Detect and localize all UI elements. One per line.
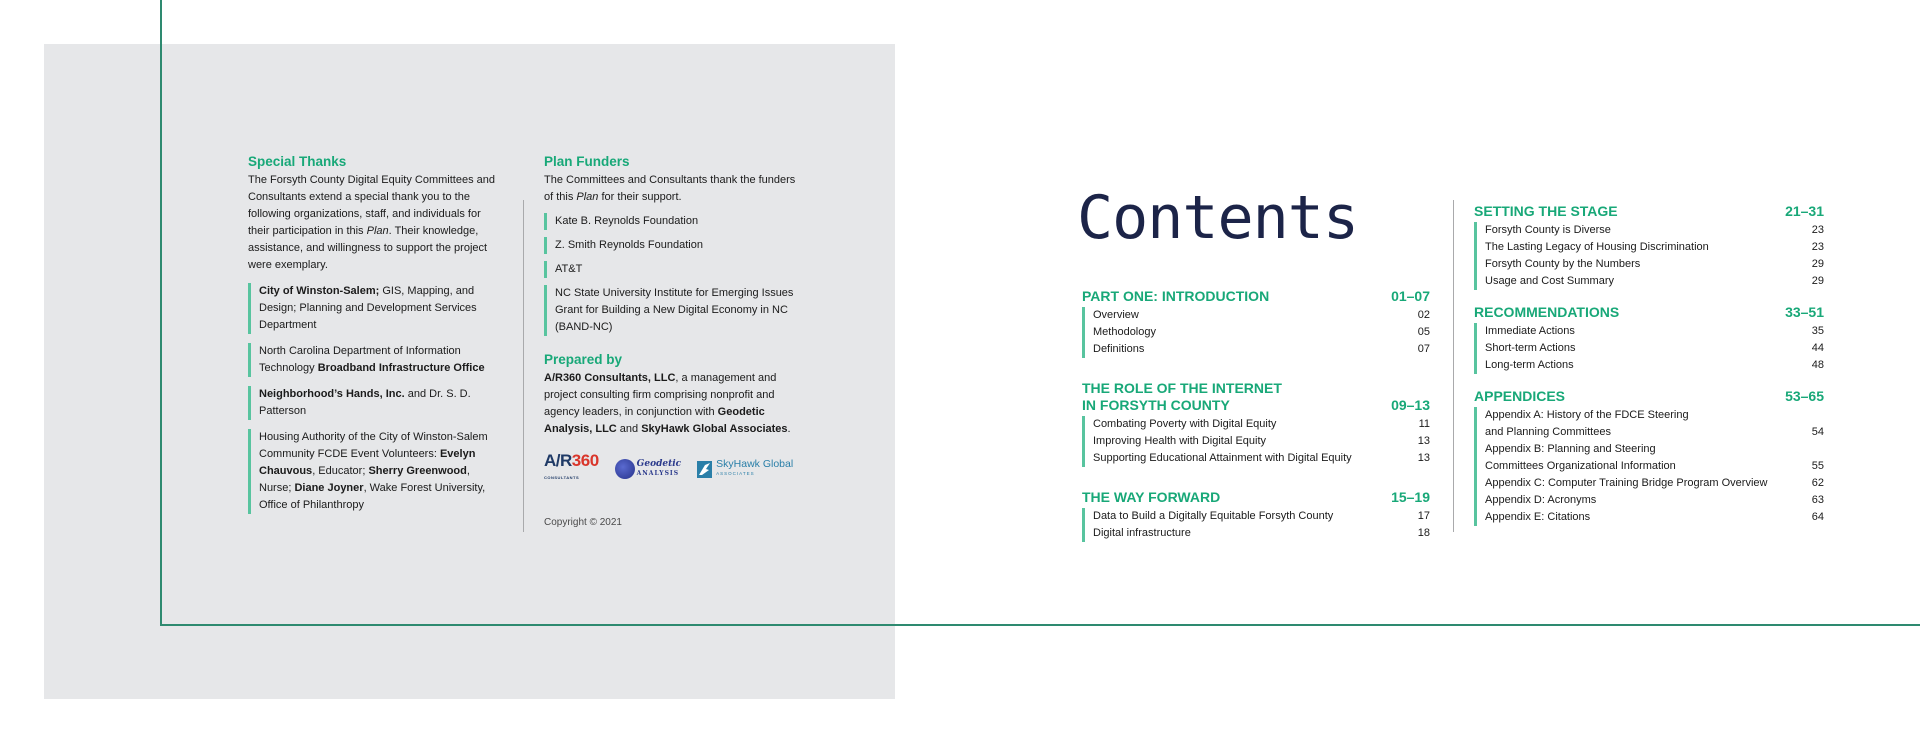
contents-title: Contents: [1077, 183, 1358, 253]
toc-section-heading[interactable]: [1474, 388, 1824, 405]
thanks-org-detail: Housing Authority of the City of Winston-Salem Community FCDE Event Volunteers:: [259, 431, 488, 460]
toc-section: [1082, 380, 1430, 467]
toc-section-title: [1474, 203, 1618, 220]
toc-entry-page: 13: [1417, 435, 1430, 447]
thanks-item: [248, 283, 498, 334]
toc-column-divider: [1453, 200, 1454, 532]
toc-entry-list: [1082, 307, 1430, 358]
toc-entry-page: 02: [1417, 309, 1430, 321]
thanks-org-detail: North Carolina Department of Information Technology: [259, 345, 461, 374]
geodetic-logo: [615, 459, 682, 479]
thanks-org-name: Neighborhood’s Hands, Inc.: [259, 388, 405, 400]
toc-entry-label: Definitions: [1093, 343, 1145, 355]
toc-entry-page: 54: [1811, 426, 1824, 438]
copyright: Copyright © 2021: [544, 517, 622, 528]
toc-entry-page: 48: [1811, 359, 1824, 371]
toc-entry-label: Appendix B: Planning and Steering Committees Organizational Information: [1485, 443, 1676, 472]
skyhawk-logo: [697, 459, 793, 479]
volunteer-name: Sherry Greenwood: [368, 465, 467, 477]
volunteer-name: Diane Joyner: [294, 482, 364, 494]
toc-entry-page: 29: [1811, 275, 1824, 287]
intro-text-end: . Their knowledge, assistance, and willingness to support the project were exemplary.: [248, 225, 488, 271]
toc-entry-label: Appendix D: Acronyms: [1485, 494, 1597, 506]
toc-entry-page: 63: [1811, 494, 1824, 506]
toc-entry[interactable]: [1485, 492, 1824, 509]
toc-entry-label: Forsyth County by the Numbers: [1485, 258, 1641, 270]
volunteer-role: , Nurse;: [259, 465, 470, 494]
toc-entry-label: Appendix A: History of the FDCE Steering and Planning Committees: [1485, 409, 1689, 438]
geodetic-logo-name: Geodetic: [636, 459, 682, 469]
toc-section-title-line: IN FORSYTH COUNTY: [1082, 397, 1230, 413]
toc-section: [1082, 489, 1430, 542]
toc-entry-page: 55: [1811, 460, 1824, 472]
toc-section-page-range: 33–51: [1785, 304, 1824, 320]
toc-section-heading[interactable]: [1474, 304, 1824, 321]
volunteer-name: Evelyn Chauvous: [259, 448, 476, 477]
toc-section-page-range: 09–13: [1391, 397, 1430, 413]
toc-entry-page: 17: [1417, 510, 1430, 522]
hawk-icon: [697, 461, 712, 478]
toc-entry-list: [1082, 508, 1430, 542]
toc-section-heading[interactable]: [1082, 288, 1430, 305]
plan-funders-intro: [544, 172, 804, 206]
intro-plan: Plan: [576, 191, 599, 203]
toc-entry-label: Immediate Actions: [1485, 325, 1575, 337]
toc-section-page-range: 21–31: [1785, 203, 1824, 219]
toc-section-title-line: THE ROLE OF THE INTERNET: [1082, 380, 1282, 396]
prepared-by-heading: Prepared by: [544, 352, 623, 367]
funder-item: Kate B. Reynolds Foundation: [544, 213, 804, 230]
toc-entry-page: 35: [1811, 325, 1824, 337]
toc-entry-label: Overview: [1093, 309, 1139, 321]
ar360-logo: [544, 452, 599, 486]
toc-section-page-range: 15–19: [1391, 489, 1430, 505]
toc-section-title: [1082, 288, 1269, 305]
toc-entry-label: Data to Build a Digitally Equitable Forsyth County: [1093, 510, 1334, 522]
volunteer-role: , Wake Forest University, Office of Philanthropy: [259, 482, 486, 511]
toc-entry-page: 05: [1417, 326, 1430, 338]
thanks-org-detail: and Dr. S. D. Patterson: [259, 388, 471, 417]
plan-funders-heading: Plan Funders: [544, 154, 630, 169]
geodetic-logo-text: [637, 460, 682, 478]
ar360-logo-number: 360: [571, 451, 599, 470]
column-divider: [523, 200, 524, 532]
toc-entry[interactable]: [1485, 340, 1824, 357]
toc-entry[interactable]: [1485, 222, 1824, 239]
toc-entry[interactable]: [1485, 256, 1824, 273]
firm-detail: , a management and project consulting firm comprising nonprofit and agency leaders, in conjunction with: [544, 372, 777, 418]
frame-line-horizontal: [160, 624, 1920, 626]
toc-entry[interactable]: [1485, 323, 1824, 340]
toc-section-heading[interactable]: [1474, 203, 1824, 220]
geodetic-logo-sub: ANALYSIS: [636, 470, 680, 477]
toc-entry-list: [1474, 222, 1824, 290]
toc-entry-label: Combating Poverty with Digital Equity: [1093, 418, 1277, 430]
toc-entry-label: Appendix E: Citations: [1485, 511, 1591, 523]
toc-section: [1474, 203, 1824, 290]
intro-plan: Plan: [366, 225, 389, 237]
firm-detail: and: [616, 423, 642, 435]
toc-entry-label: Usage and Cost Summary: [1485, 275, 1614, 287]
funder-item: Z. Smith Reynolds Foundation: [544, 237, 804, 254]
toc-entry-label: Short-term Actions: [1485, 342, 1576, 354]
frame-line-vertical: [160, 0, 162, 626]
toc-entry[interactable]: [1093, 307, 1430, 324]
toc-section-page-range: 53–65: [1785, 388, 1824, 404]
intro-text: The Committees and Consultants thank the funders of this: [544, 174, 796, 203]
firm-detail: .: [787, 423, 791, 435]
toc-section-title-line: SETTING THE STAGE: [1474, 203, 1618, 219]
toc-entry[interactable]: [1093, 324, 1430, 341]
toc-entry[interactable]: [1093, 508, 1430, 525]
toc-entry-page: 62: [1811, 477, 1824, 489]
funder-item: AT&T: [544, 261, 804, 278]
toc-entry-page: 11: [1418, 418, 1430, 430]
toc-section-title: [1474, 388, 1565, 405]
toc-entry[interactable]: [1485, 357, 1824, 374]
toc-section-title-line: PART ONE: INTRODUCTION: [1082, 288, 1270, 304]
special-thanks-heading: Special Thanks: [248, 154, 347, 169]
toc-section-title: [1474, 304, 1619, 321]
toc-entry[interactable]: [1093, 525, 1430, 542]
toc-entry-label: Digital infrastructure: [1093, 527, 1191, 539]
toc-section: [1474, 388, 1824, 526]
toc-entry-page: 64: [1811, 511, 1824, 523]
skyhawk-logo-sub: ASSOCIATES: [716, 471, 755, 476]
toc-section-page-range: 01–07: [1391, 288, 1430, 304]
toc-entry[interactable]: [1485, 509, 1824, 526]
firm-name: A/R360 Consultants, LLC: [544, 372, 676, 384]
toc-section-title: [1082, 489, 1220, 506]
funders-column: [544, 154, 804, 486]
toc-entry-page: 44: [1811, 342, 1824, 354]
toc-section: [1474, 304, 1824, 374]
intro-text-end: for their support.: [598, 191, 682, 203]
toc-entry-list: [1474, 407, 1824, 526]
firm-name: Geodetic Analysis, LLC: [544, 406, 765, 435]
toc-section: [1082, 288, 1430, 358]
toc-entry-page: 23: [1811, 241, 1824, 253]
toc-entry-label: Improving Health with Digital Equity: [1093, 435, 1267, 447]
thanks-org-name: Broadband Infrastructure Office: [317, 362, 485, 374]
toc-entry-list: [1474, 323, 1824, 374]
thanks-org-name: City of Winston-Salem;: [259, 285, 380, 297]
ar360-logo-text: A/R: [544, 451, 572, 470]
thanks-item: [248, 386, 498, 420]
toc-entry-label: Methodology: [1093, 326, 1156, 338]
skyhawk-logo-name: SkyHawk Global: [716, 458, 794, 470]
prepared-by-text: [544, 370, 804, 438]
toc-entry-label: The Lasting Legacy of Housing Discrimination: [1485, 241, 1709, 253]
toc-entry-page: 29: [1811, 258, 1824, 270]
toc-entry[interactable]: [1485, 475, 1824, 492]
toc-entry-page: 13: [1417, 452, 1430, 464]
toc-section-heading[interactable]: [1082, 489, 1430, 506]
special-thanks-column: [248, 154, 498, 514]
toc-entry[interactable]: [1093, 341, 1430, 358]
special-thanks-intro: [248, 172, 498, 274]
toc-entry-page: 23: [1811, 224, 1824, 236]
toc-entry[interactable]: [1485, 407, 1824, 441]
toc-entry-label: Supporting Educational Attainment with Digital Equity: [1093, 452, 1352, 464]
toc-entry-label: Appendix C: Computer Training Bridge Program Overview: [1485, 477, 1768, 489]
toc-entry-page: 07: [1417, 343, 1430, 355]
intro-text: The Forsyth County Digital Equity Committees and Consultants extend a special thank you to the following organizations, staff, and individuals for their participation in this: [248, 174, 495, 237]
toc-entry[interactable]: [1485, 273, 1824, 290]
funder-item: NC State University Institute for Emerging Issues Grant for Building a New Digital Economy in NC (BAND-NC): [544, 285, 804, 336]
toc-entry-list: [1082, 416, 1430, 467]
skyhawk-logo-text: [716, 459, 793, 479]
toc-entry[interactable]: [1093, 416, 1430, 433]
toc-entry-label: Long-term Actions: [1485, 359, 1574, 371]
toc-right-column: [1474, 203, 1824, 526]
toc-section-heading[interactable]: [1082, 380, 1430, 414]
globe-icon: [615, 459, 635, 479]
toc-entry[interactable]: [1485, 239, 1824, 256]
thanks-org-detail: GIS, Mapping, and Design; Planning and Development Services Department: [259, 285, 477, 331]
ar360-logo-sub: CONSULTANTS: [544, 475, 580, 480]
toc-entry[interactable]: [1093, 450, 1430, 467]
toc-left-column: [1082, 288, 1430, 542]
firm-name: SkyHawk Global Associates: [641, 423, 788, 435]
thanks-item: [248, 429, 498, 514]
toc-section-title-line: RECOMMENDATIONS: [1474, 304, 1620, 320]
toc-section-title: [1082, 380, 1282, 414]
toc-entry-page: 18: [1417, 527, 1430, 539]
partner-logos: [544, 452, 804, 486]
thanks-item: [248, 343, 498, 377]
volunteer-role: , Educator;: [312, 465, 369, 477]
toc-section-title-line: THE WAY FORWARD: [1082, 489, 1221, 505]
toc-entry[interactable]: [1485, 441, 1824, 475]
toc-section-title-line: APPENDICES: [1474, 388, 1566, 404]
toc-entry-label: Forsyth County is Diverse: [1485, 224, 1611, 236]
toc-entry[interactable]: [1093, 433, 1430, 450]
